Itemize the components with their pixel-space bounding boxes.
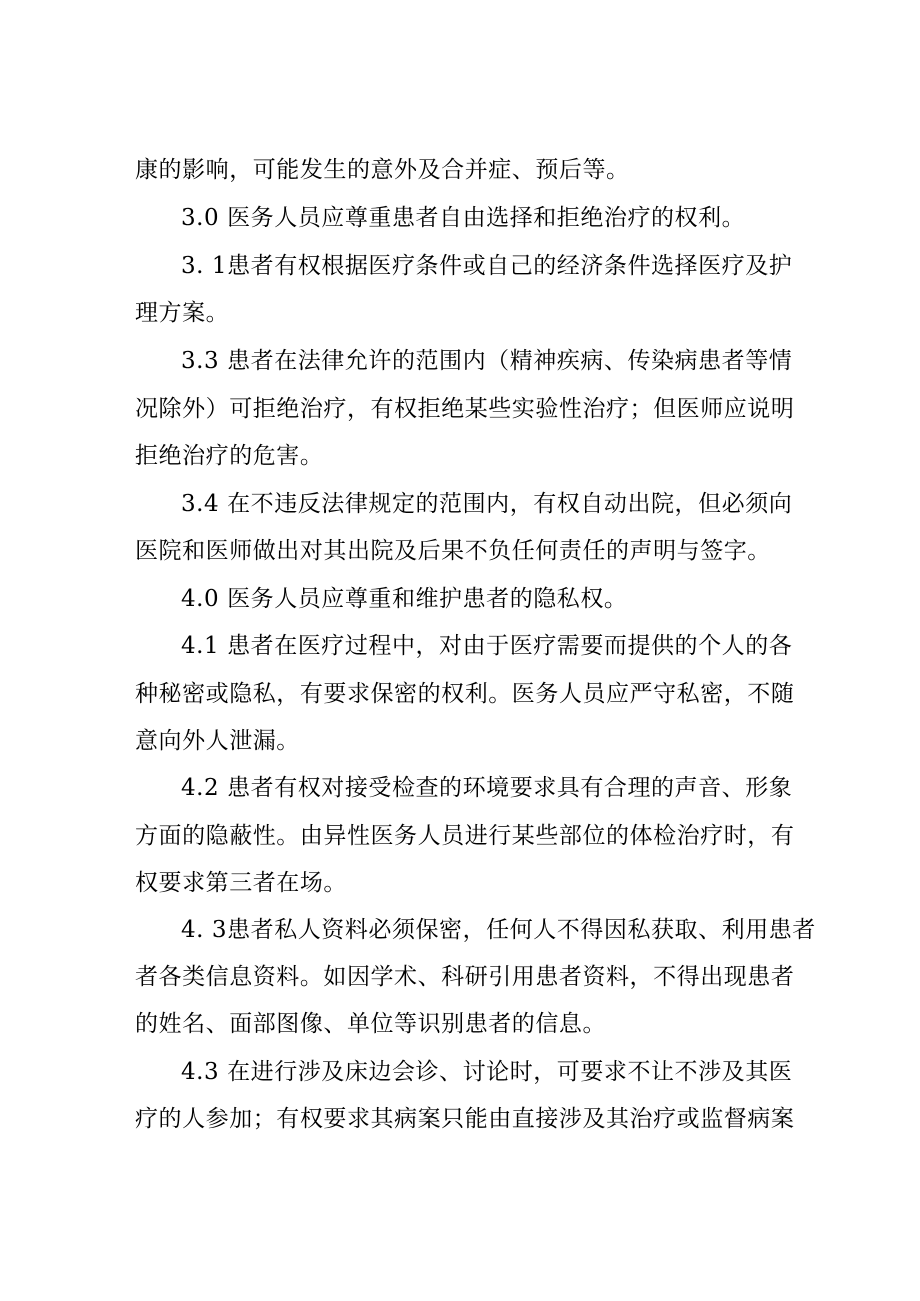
text-line: 意向外人泄漏。 [135,728,300,754]
text-line: 4.2 患者有权对接受检查的环境要求具有合理的声音、形象 [181,775,793,801]
text-line: 的姓名、面部图像、单位等识别患者的信息。 [135,1011,606,1037]
text-line: 理方案。 [135,300,230,326]
text-line: 种秘密或隐私，有要求保密的权利。医务人员应严守私密，不随 [135,681,795,707]
text-line: 4.0 医务人员应尊重和维护患者的隐私权。 [181,586,628,612]
text-line: 3. 1患者有权根据医疗条件或自己的经济条件选择医疗及护 [181,253,793,279]
text-line: 况除外）可拒绝治疗，有权拒绝某些实验性治疗；但医师应说明 [135,396,795,422]
text-line: 医院和医师做出对其出院及后果不负任何责任的声明与签字。 [135,538,771,564]
text-line: 4. 3患者私人资料必须保密，任何人不得因私获取、利用患者 [181,917,816,943]
text-line: 方面的隐蔽性。由异性医务人员进行某些部位的体检治疗时，有 [135,823,795,849]
text-line: 4.1 患者在医疗过程中，对由于医疗需要而提供的个人的各 [181,633,793,659]
text-line: 4.3 在进行涉及床边会诊、讨论时，可要求不让不涉及其医 [181,1059,793,1085]
text-line: 3.0 医务人员应尊重患者自由选择和拒绝治疗的权利。 [181,205,746,231]
text-line: 康的影响，可能发生的意外及合并症、预后等。 [135,157,630,183]
text-line: 者各类信息资料。如因学术、科研引用患者资料，不得出现患者 [135,964,795,990]
text-line: 权要求第三者在场。 [135,870,347,896]
text-line: 3.4 在不违反法律规定的范围内，有权自动出院，但必须向 [181,491,793,517]
text-line: 疗的人参加；有权要求其病案只能由直接涉及其治疗或监督病案 [135,1106,795,1132]
text-line: 3.3 患者在法律允许的范围内（精神疾病、传染病患者等情 [181,348,793,374]
text-line: 拒绝治疗的危害。 [135,443,324,469]
